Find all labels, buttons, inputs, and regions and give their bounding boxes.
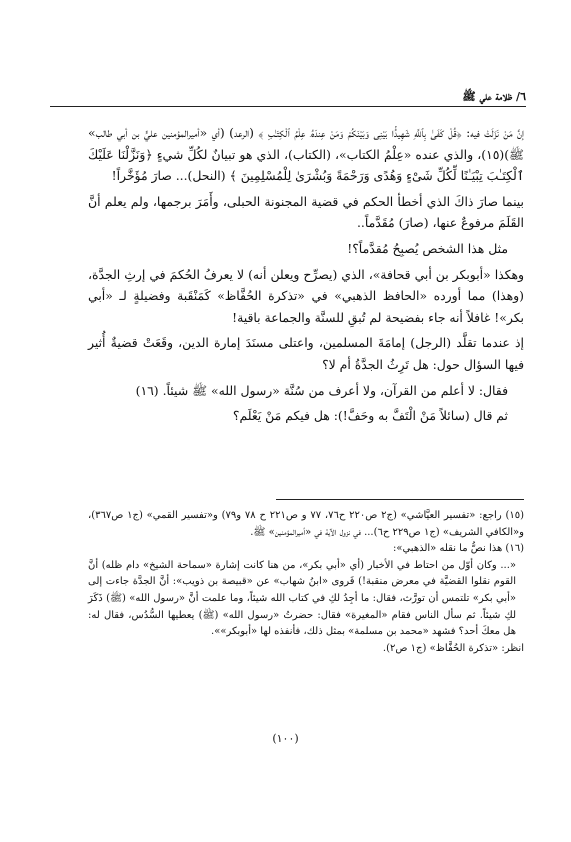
paragraph: ثم قال (سائلاً مَنْ الْتَفَّ به وحَفَّ!): هل فيكم مَنْ يَعْلَم؟ bbox=[232, 408, 508, 424]
paragraph: مثل هذا الشخص يُصبِحُ مُقدَّماً؟! bbox=[347, 240, 508, 256]
running-title: ٦/ ظلامة علي ﷺ bbox=[462, 90, 526, 103]
footnote: (١٥) راجع: «تفسير العيَّاشي» (ج٢ ص٢٢٠ ح٧٦، ٧٧ و ص٢٢١ ح ٧٨ و٧٩) و«تفسير القمي» (ج١ ص٣٦٧)، و«الكافي الشريف» (ج١ ص٢٢٩ ح٦)... في نزول الآية في «أميرالمؤمنين» ﷺ. bbox=[88, 510, 525, 538]
footnote: (١٦) هذا نصُّ ما نقله «الذهبي»: bbox=[392, 543, 524, 555]
header-rule bbox=[50, 106, 526, 107]
paragraph: وهكذا «أبوبكر بن أبي قحافة»، الذي (يصرِّح ويعلن أنه) لا يعرفُ الحُكمَ في إرثِ الجدَّة، (وهذا) مما أورده «الحافظ الذهبي» في «تذكرة الحُفَّاظ» كَمَنْقَبة وفضيلةٍ لـ «أبي بكر»! غافلاً أنه جاء بفضيحة لم تُبقِ للسنَّة والجماعة باقية! bbox=[88, 266, 524, 325]
page-number: (١٠٠) bbox=[272, 732, 299, 745]
footnote: انظر: «تذكرة الحُفَّاظ» (ج١ ص٢). bbox=[382, 642, 524, 654]
paragraph: إذ عندما تقلَّد (الرجل) إمامَةَ المسلمين، واعتلى مسنَدَ إمارة الدين، وقَعَتْ قضيةٌ أُثير فيها السؤال حول: هل تَرِثُ الجدَّةُ أم لا؟ bbox=[88, 335, 524, 372]
paragraph: بينما صارَ ذاكَ الذي أخطأ الحكم في قضية المجنونة الحبلى، وأَمَرَ برجمها، ولم يعلم أنَّ القَلَمَ مرفوعٌ عنها، (صارَ) مُقَدَّماً.. bbox=[88, 193, 524, 231]
running-header bbox=[50, 90, 526, 104]
footnotes bbox=[88, 508, 524, 657]
footnote-quote: «... وكان أوّل من احتاط في الأخبار (أي «أبي بكر»، من هنا كانت إشارة «سماحة الشيخ» دام ظله) أنَّ القوم نقلوا القضيَّة في معرض منقبة!) فَروى «ابنُ شهاب» عن «قبيصة بن ذويب»: أنَّ الجدَّة جاءت إلى «أبي بكر» تلتمس أن تورَّث، فقال: ما أجِدُ لكِ في كتاب الله شيئاً، وما علمت أنَّ «رسول الله» (ﷺ) ذَكَرَ لكِ شيئاً. ثم سأل الناس فقام «المغيرة» فقال: حضرتُ «رسول الله» (ﷺ) يعطيها السُّدُس، فقال له: هل معكَ أحد؟ فشهد «محمد بن مسلمة» بمثل ذلك، فأنفذه لها «أبوبكر»». bbox=[88, 559, 516, 638]
footnote-rule bbox=[276, 499, 524, 500]
main-text bbox=[88, 122, 524, 431]
paragraph: فقال: لا أعلم من القرآن، ولا أعرف من سُنَّة «رسول الله» ﷺ شيئاً. (١٦) bbox=[135, 382, 508, 398]
paragraph: إنَّ مَنْ نَزَلَتْ فيه: ﴿قُلْ كَفَىٰ بِٱللَّهِ شَهِيدًۢا بَيْنِى وَبَيْنَكُمْ وَمَنْ عِندَهُۥ عِلْمُ ٱلْكِتَـٰبِ ﴾ (الرعد) (أي «أميرالمؤمنين عليٍّ بن أبي طالب» ﷺ)(١٥)، والذي عنده «عِلْمُ الكتاب»، (الكتاب)، الذي هو تبيانٌ لكُلِّ شيءٍ ﴿وَنَزَّلْنَا عَلَيْكَ ٱلْكِتَـٰبَ تِبْيَـٰنًا لِّكُلِّ شَىْءٍ وَهُدًى وَرَحْمَةً وَبُشْرَىٰ لِلْمُسْلِمِينَ ﴾ (النحل)... صارَ مُؤَخَّراً! bbox=[88, 125, 524, 184]
